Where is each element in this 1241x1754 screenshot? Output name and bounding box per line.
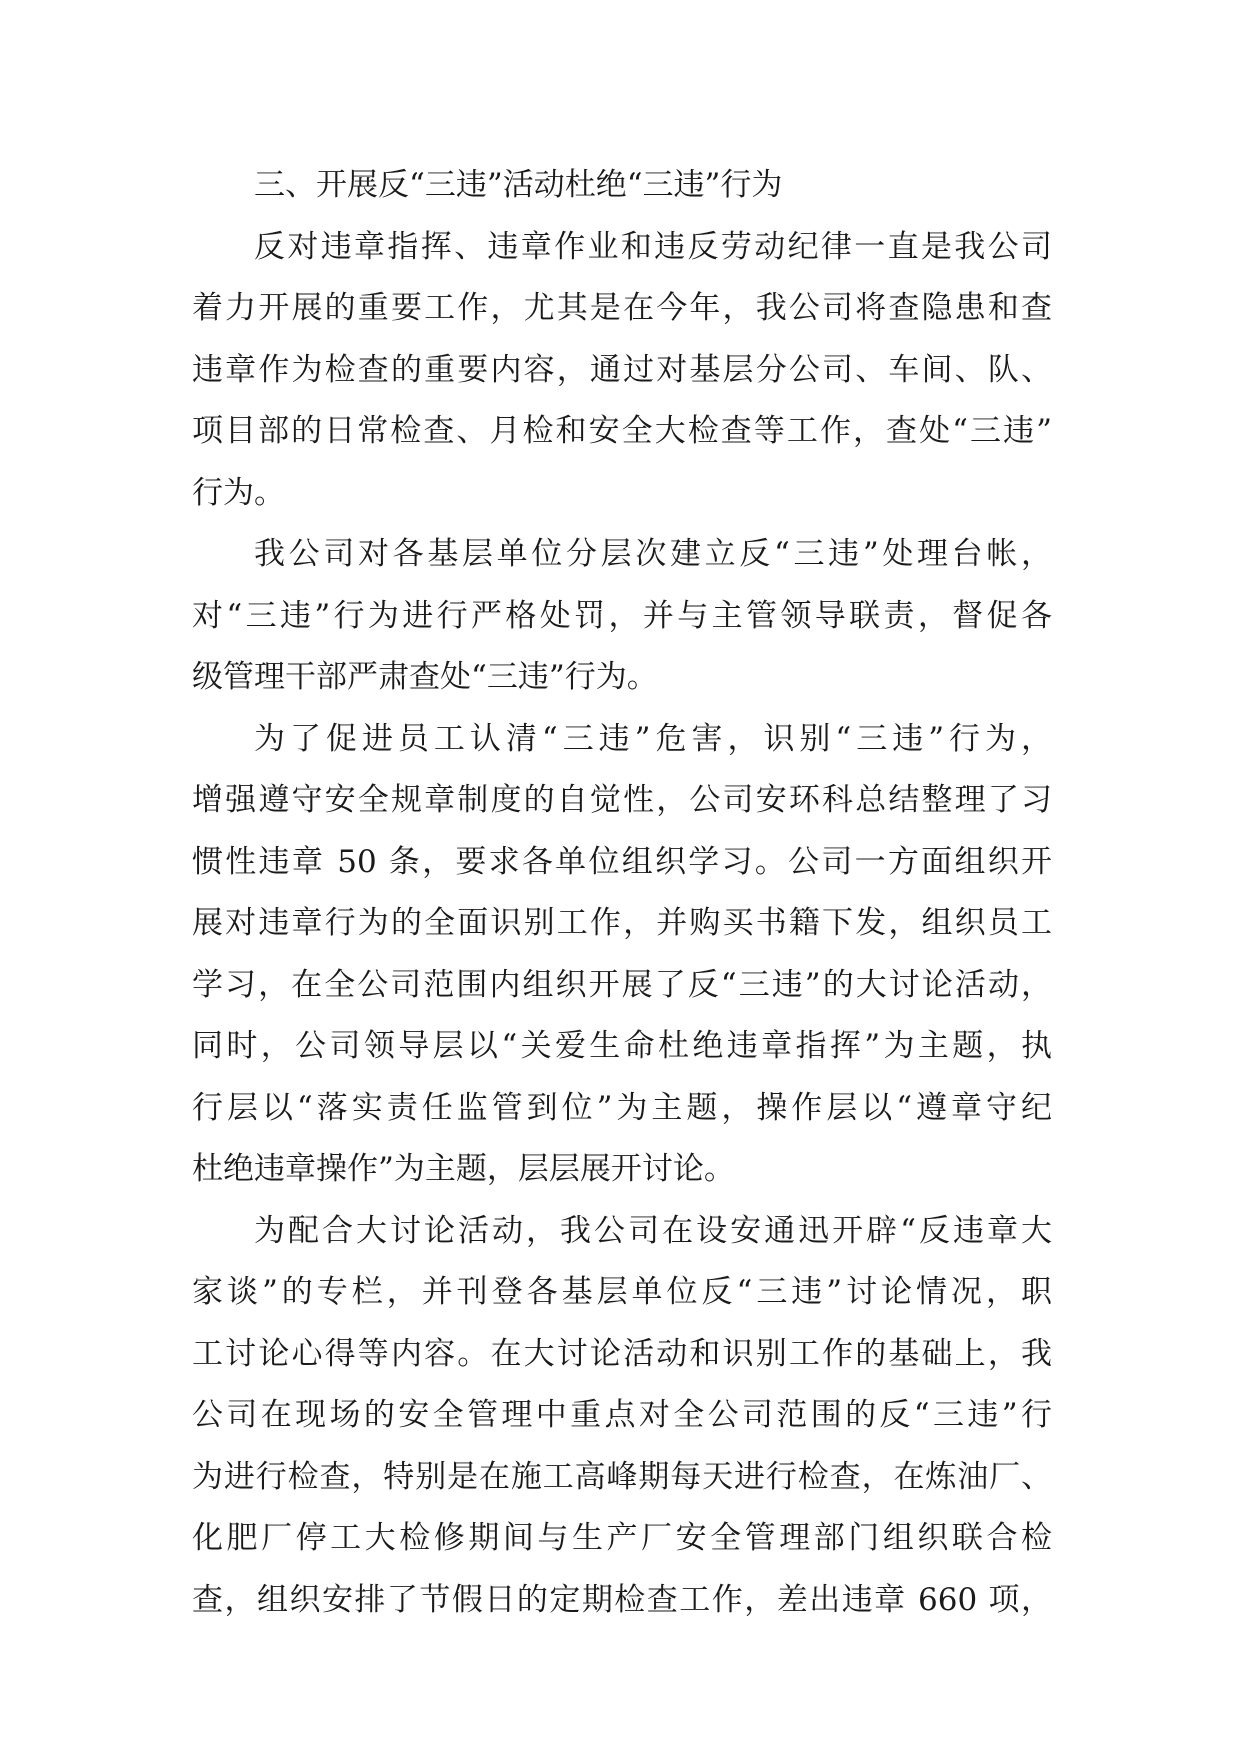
paragraph-line: 化肥厂停工大检修期间与生产厂安全管理部门组织联合检 (192, 1520, 1052, 1556)
document-body (192, 155, 1052, 1631)
paragraph-line: 家谈”的专栏，并刊登各基层单位反“三违”讨论情况，职 (192, 1274, 1052, 1310)
paragraph-line: 行为。 (192, 474, 285, 511)
paragraph-line: 级管理干部严肃查处“三违”行为。 (192, 659, 658, 695)
paragraph-line: 公司在现场的安全管理中重点对全公司范围的反“三违”行 (192, 1397, 1052, 1433)
paragraph-line: 我公司对各基层单位分层次建立反“三违”处理台帐， (254, 536, 1052, 572)
paragraph-line: 杜绝违章操作”为主题，层层展开讨论。 (192, 1151, 735, 1187)
paragraph-line: 着力开展的重要工作，尤其是在今年，我公司将查隐患和查 (192, 290, 1052, 326)
paragraph-4 (192, 1201, 1052, 1632)
paragraph-2 (192, 524, 1052, 709)
paragraph-line: 反对违章指挥、违章作业和违反劳动纪律一直是我公司 (254, 228, 1052, 265)
paragraph-line: 行层以“落实责任监管到位”为主题，操作层以“遵章守纪 (192, 1089, 1052, 1126)
paragraph-line: 为了促进员工认清“三违”危害，识别“三违”行为， (254, 720, 1052, 757)
paragraph-line: 对“三违”行为进行严格处罚，并与主管领导联责，督促各 (192, 597, 1052, 634)
paragraph-line: 为进行检查，特别是在施工高峰期每天进行检查，在炼油厂、 (192, 1458, 1052, 1495)
paragraph-line: 学习，在全公司范围内组织开展了反“三违”的大讨论活动， (192, 966, 1052, 1003)
paragraph-line: 工讨论心得等内容。在大讨论活动和识别工作的基础上，我 (192, 1335, 1052, 1372)
section-heading: 三、开展反“三违”活动杜绝“三违”行为 (254, 167, 783, 203)
paragraph-line: 展对违章行为的全面识别工作，并购买书籍下发，组织员工 (192, 905, 1052, 941)
paragraph-line: 惯性违章 50 条，要求各单位组织学习。公司一方面组织开 (192, 843, 1052, 880)
paragraph-line: 为配合大讨论活动，我公司在设安通迅开辟“反违章大 (254, 1212, 1052, 1249)
paragraph-line: 增强遵守安全规章制度的自觉性，公司安环科总结整理了习 (192, 782, 1052, 818)
paragraph-3 (192, 709, 1052, 1201)
paragraph-line: 同时，公司领导层以“关爱生命杜绝违章指挥”为主题，执 (192, 1028, 1052, 1064)
paragraph-line: 查，组织安排了节假日的定期检查工作，差出违章 660 项， (192, 1581, 1052, 1618)
paragraph-line: 违章作为检查的重要内容，通过对基层分公司、车间、队、 (192, 351, 1052, 388)
paragraph-line: 项目部的日常检查、月检和安全大检查等工作，查处“三违” (192, 413, 1052, 449)
paragraph-1 (192, 217, 1052, 525)
